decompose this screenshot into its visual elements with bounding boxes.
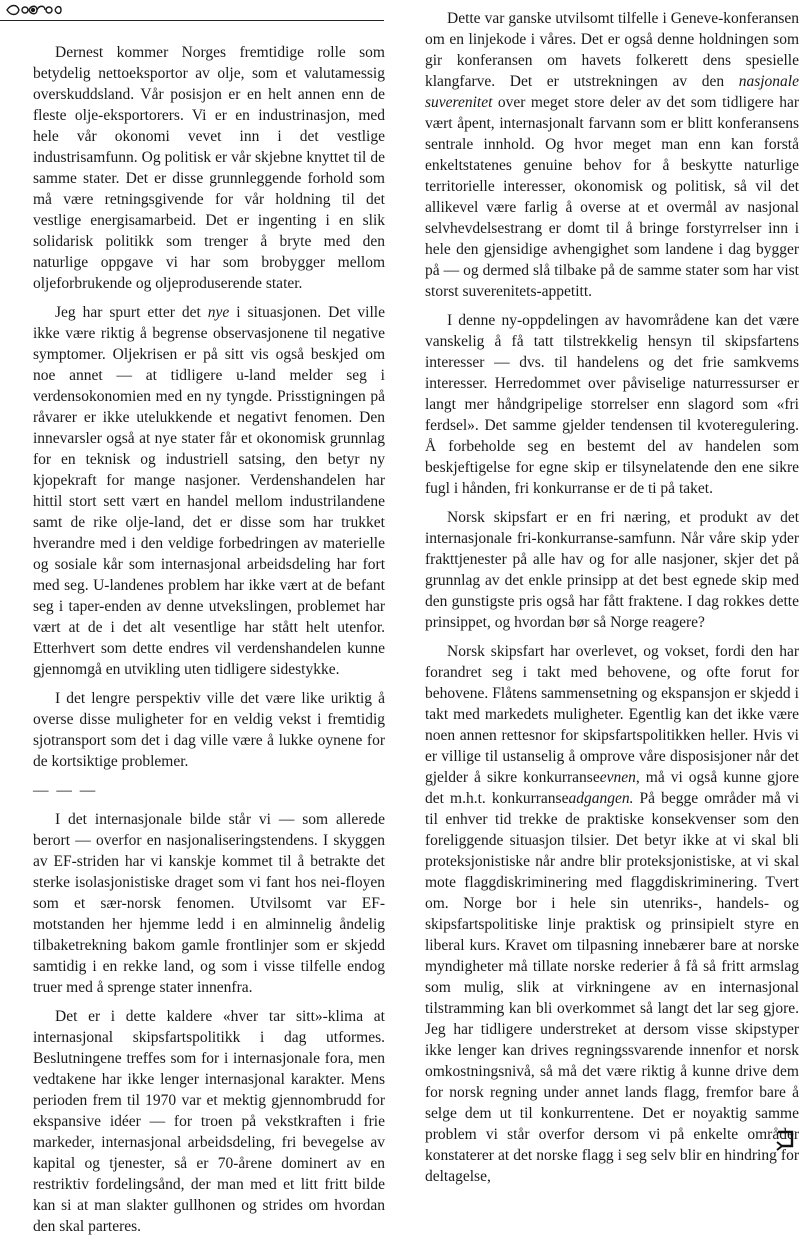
paragraph: Dernest kommer Norges fremtidige rolle som betydelig nettoeksportor av olje, som et valutamessig overskuddsland. Vår posisjon er en helt annen enn de fleste olje-eksportorers. Vi er en industrinasjon, med hele vår okonomi vevet inn i det vestlige industrisamfunn. Og politisk er vår skjebne knyttet til de samme stater. Det er disse grunnleggende forhold som må være retningsgivende for vår holdning til det vestlige energisamarbeid. Det er ingenting i en slik solidarisk politikk som trenger å bryte med den naturlige oppgave vi har som brobygger mellom oljeforbrukende og oljeproduserende stater. — [33, 44, 385, 292]
left-column — [33, 0, 385, 1235]
paragraph: Jeg har spurt etter det nye i situasjonen. Det ville ikke være riktig å begrense observasjonene til negative symptomer. Oljekrisen er på sitt vis også beskjed om noe annet — at tidligere u-land melder seg i verdensokonomien med en ny tyngde. Prisstigningen på råvarer er ikke utelukkende et negativt fenomen. Den innevarsler også at nye stater får et okonomisk grunnlag for en teknisk og industriell satsing, den betyr ny kjopekraft for mange nasjoner. Verdenshandelen har hittil stort sett vært en handel mellom industrilandene samt de rike olje-land, det er disse som har trukket hverandre med i den veldige forbedringen av materielle og sosiale kår som internasjonal arbeidsdeling har fort med seg. U-landenes problem har ikke vært at de befant seg i taper-enden av denne utvekslingen, problemet har vært at de i det alt vesentlige har stått helt utenfor. Etterhvert som dette endres vil verdenshandelen kunne gjennomgå en utvikling uten tidligere sidestykke. — [33, 304, 385, 678]
paragraph: Det er i dette kaldere «hver tar sitt»-klima at internasjonal skipsfartspolitikk i dag utformes. Beslutningene treffes som for i internasjonale fora, men vedtakene har ikke lenger internasjonal karakter. Mens perioden frem til 1970 var et mektig gjennombrudd for ekspansive idéer — for troen på vekstkraften i frie markeder, internasjonal arbeidsdeling, fri bevegelse av kapital og tjenester, så er 70-årene dominert av en restriktiv fordelingsånd, der man med et litt fritt bilde kan si at man slakter gullhonen og strides om hvordan den skal parteres. — [33, 1008, 385, 1235]
section-break: — — — — [33, 782, 98, 799]
paragraph: I denne ny-oppdelingen av havområdene kan det være vanskelig å få tatt tilstrekkelig hensyn til skipsfartens interesser — dvs. til handelens og det frie samkvems interesser. Herredommet over påviselige naturressurser er langt mer håndgripelige storrelser enn slagord som «fri ferdsel». Det samme gjelder tendensen til kvoteregulering. Å forbeholde seg en bestemt del av handelen som beskjeftigelse for egne skip er tilsynelatende den ene sikre fugl i hånden, fri konkurranse er de ti på taket. — [425, 312, 799, 497]
paragraph: I det lengre perspektiv ville det være like uriktig å overse disse muligheter for en veldig vekst i fremtidig sjotransport som det i dag ville være å lukke oynene for de kortsiktige problemer. — [33, 690, 385, 770]
page-turn-icon — [774, 1126, 798, 1150]
paragraph: Dette var ganske utvilsomt tilfelle i Geneve-konferansen om en linjekode i våres. Det er også denne holdningen som gir konferansen om havets folkerett dens spesielle klangfarve. Det er utstrekningen av den nasjonale suverenitet over meget store deler av det som tidligere har vært åpent, internasjonalt farvann som er blitt konferansens sentrale innhold. Og hvor meget man enn kan forstå enkeltstatenes genuine behov for å beskytte naturlige territorielle interesser, okonomisk og politisk, så vil det allikevel være farlig å overse at et overmål av nasjonal selvhevdelsestrang er domt til å bringe forstyrrelser inn i hele den gjensidige avhengighet som landene i dag bygger på — og dermed slå tilbake på de samme stater som har vist storst suverenitets-appetitt. — [425, 10, 799, 300]
emphasis: evnen — [599, 769, 636, 786]
emphasis: nasjonale suverenitet — [425, 73, 799, 111]
paragraph: I det internasjonale bilde står vi — som allerede berort — overfor en nasjonaliseringstendens. I skyggen av EF-striden har vi kanskje kommet til å betrakte det sterke isolasjonistiske draget som vi fant hos nei-floyen som et sær-norsk fenomen. Utvilsomt var EF-motstanden her hjemme ledd i en alminnelig åndelig tilbaketrekning bakom gamle frontlinjer som er skjedd samtidig i en rekke land, og som i visse tilfelle endog truer med å sprenge stater innenfra. — [33, 811, 385, 996]
emphasis: nye — [207, 304, 230, 321]
right-column — [425, 0, 799, 1185]
emphasis: adgangen. — [568, 790, 634, 807]
paragraph: Norsk skipsfart er en fri næring, et produkt av det internasjonale fri-konkurranse-samfunn. Når våre skip yder frakttjenester på alle hav og for alle nasjoner, skjer det på grunnlag av det enkle prinsipp at det best egnede skip med den gunstigste pris også har fått fraktene. I dag rokkes dette prinsippet, og hvordan bør så Norge reagere? — [425, 509, 799, 631]
paragraph: Norsk skipsfart har overlevet, og vokset, fordi den har forandret seg i takt med behovene, og ofte forut for behovene. Flåtens sammensetning og ekspansjon er skjedd i takt med markedets muligheter. Egentlig kan det ikke være noen annen rettesnor for skipsfartspolitikken heller. Hvis vi er villige til ustanselig å omprove våre disposisjoner når det gjelder å sikre konkurranseevnen, må vi også kunne gjore det m.h.t. konkurranseadgangen. På begge områder må vi til enhver tid trekke de praktiske konsekvenser som den foreliggende situasjon tilsier. Det betyr ikke at vi skal bli proteksjonistiske når andre blir proteksjonistiske, at vi skal mote flaggdiskriminering med flaggdiskriminering. Tvert om. Norge bor i hele sin utenriks-, handels- og skipsfartspolitiske linje praktisk og prinsipielt styre en liberal kurs. Kravet om tilpasning innebærer bare at norske myndigheter må tillate norske rederier å få så fritt armslag som mulig, slik at virkningene av en internasjonal tilstramming kan bli overkommet så langt det lar seg gjore. Jeg har tidligere understreket at dersom visse skipstyper ikke lenger kan drives regningssvarende innenfor et norsk omkostningsnivå, så må det være riktig å kunne drive dem for norsk regning under annet lands flagg, fremfor bare å selge dem ut til konkurrentene. Det er noyaktig samme problem vi står overfor dersom vi på enkelte områder konstaterer at det norske flagg i seg selv blir en hindring for deltagelse, — [425, 643, 799, 1185]
